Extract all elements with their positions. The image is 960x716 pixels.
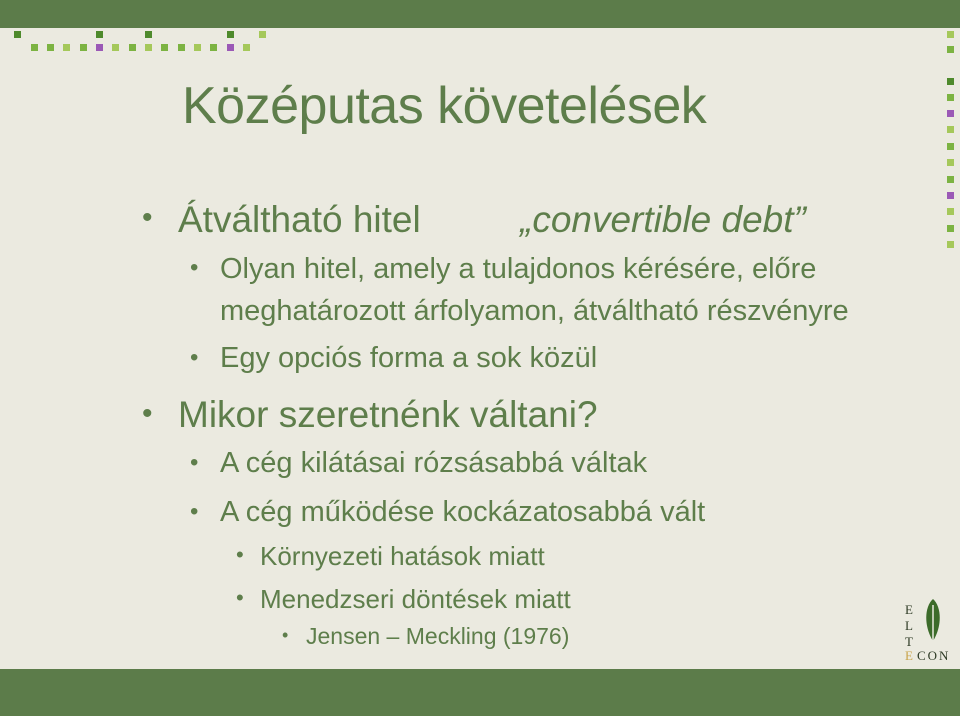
bullet-dot: • <box>190 498 199 525</box>
bullet-dot: • <box>142 397 153 430</box>
top-band <box>0 0 960 28</box>
deco-square <box>947 46 954 53</box>
deco-square <box>947 192 954 199</box>
deco-square <box>947 208 954 215</box>
deco-square <box>161 44 168 51</box>
deco-square <box>112 44 119 51</box>
bullet-dot: • <box>236 585 244 610</box>
deco-square <box>96 44 103 51</box>
bullet-convertible-debt: Átváltható hitel <box>178 199 421 240</box>
deco-square <box>947 176 954 183</box>
deco-square <box>947 126 954 133</box>
deco-square <box>194 44 201 51</box>
environmental-effects-text: Környezeti hatások miatt <box>260 541 545 571</box>
logo-econ-e: E <box>905 648 915 663</box>
deco-square <box>947 110 954 117</box>
deco-square <box>947 241 954 248</box>
bottom-band <box>0 669 960 716</box>
logo-econ-rest: CON <box>917 648 951 663</box>
deco-square <box>80 44 87 51</box>
elte-econ-logo <box>900 597 956 663</box>
deco-square <box>63 44 70 51</box>
bullet-dot: • <box>190 254 199 281</box>
bullet-dot: • <box>190 344 199 371</box>
prospects-text: A cég kilátásai rózsásabbá váltak <box>220 447 648 479</box>
logo-letter-e: E <box>905 602 915 617</box>
leaf-icon <box>922 597 944 645</box>
bullet-dot: • <box>282 625 289 645</box>
deco-square <box>31 44 38 51</box>
deco-square <box>243 44 250 51</box>
deco-square <box>947 143 954 150</box>
deco-square <box>947 159 954 166</box>
logo-letter-l: L <box>905 618 915 633</box>
riskier-operation-text: A cég működése kockázatosabbá vált <box>220 496 706 528</box>
deco-square <box>947 225 954 232</box>
bullet-dot: • <box>142 201 153 234</box>
bullet-dot: • <box>236 542 244 567</box>
deco-square <box>145 31 152 38</box>
bullet-convertible-debt-english: „convertible debt” <box>520 199 806 240</box>
deco-square <box>947 31 954 38</box>
option-form-text: Egy opciós forma a sok közül <box>220 342 598 374</box>
deco-square <box>178 44 185 51</box>
logo-letter-t: T <box>905 634 915 649</box>
bullet-dot: • <box>190 449 199 476</box>
management-decisions-text: Menedzseri döntések miatt <box>260 584 571 614</box>
deco-square <box>947 78 954 85</box>
bullet-when-to-convert: Mikor szeretnénk váltani? <box>178 394 598 435</box>
definition-line-1: Olyan hitel, amely a tulajdonos kérésére, előre <box>220 253 817 285</box>
deco-square <box>210 44 217 51</box>
slide-title: Középutas követelések <box>182 77 707 135</box>
deco-square <box>14 31 21 38</box>
deco-square <box>227 44 234 51</box>
deco-square <box>947 94 954 101</box>
deco-square <box>96 31 103 38</box>
deco-square <box>145 44 152 51</box>
definition-line-2: meghatározott árfolyamon, átváltható részvényre <box>220 295 849 327</box>
deco-square <box>47 44 54 51</box>
deco-square <box>129 44 136 51</box>
deco-square <box>259 31 266 38</box>
citation-text: Jensen – Meckling (1976) <box>306 623 570 649</box>
deco-square <box>227 31 234 38</box>
